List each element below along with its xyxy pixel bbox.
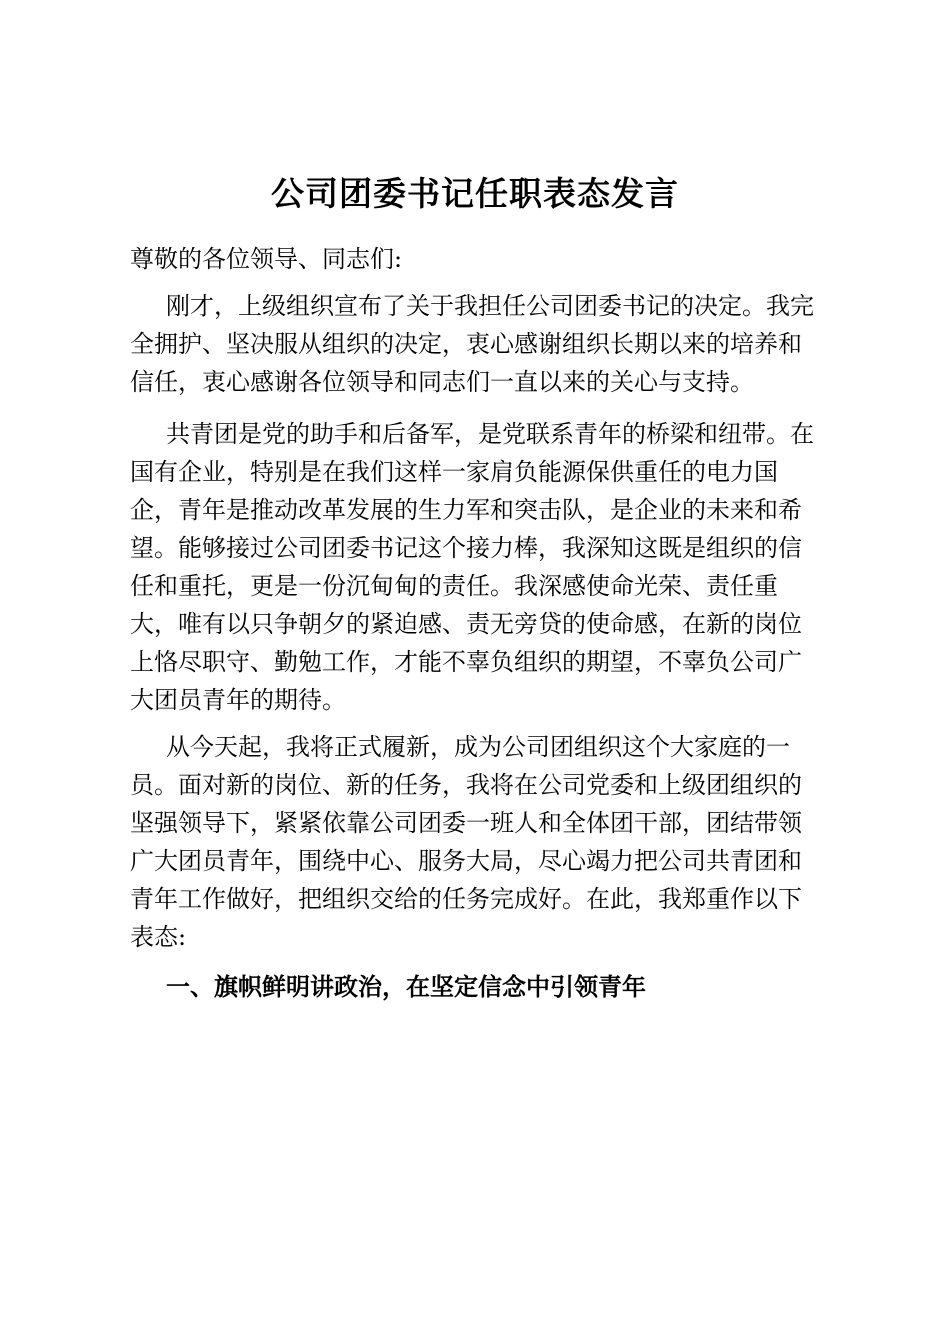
document-body xyxy=(130,240,820,1006)
section-heading-1: 一、旗帜鲜明讲政治，在坚定信念中引领青年 xyxy=(166,972,646,1001)
paragraph-1: 刚才，上级组织宣布了关于我担任公司团委书记的决定。我完全拥护、坚决服从组织的决定，衷心感谢组织长期以来的培养和信任，衷心感谢各位领导和同志们一直以来的关心与支持。 xyxy=(130,292,814,396)
paragraph-2: 共青团是党的助手和后备军，是党联系青年的桥梁和纽带。在国有企业，特别是在我们这样一家肩负能源保供重任的电力国企，青年是推动改革发展的生力军和突击队，是企业的未来和希望。能够接过公司团委书记这个接力棒，我深知这既是组织的信任和重托，更是一份沉甸甸的责任。我深感使命光荣、责任重大，唯有以只争朝夕的紧迫感、责无旁贷的使命感，在新的岗位上恪尽职守、勤勉工作，才能不辜负组织的期望，不辜负公司广大团员青年的期待。 xyxy=(130,420,814,714)
salutation: 尊敬的各位领导、同志们: xyxy=(130,245,403,273)
paragraph-3: 从今天起，我将正式履新，成为公司团组织这个大家庭的一员。面对新的岗位、新的任务，我将在公司党委和上级团组织的坚强领导下，紧紧依靠公司团委一班人和全体团干部，团结带领广大团员青年，围绕中心、服务大局，尽心竭力把公司共青团和青年工作做好，把组织交给的任务完成好。在此，我郑重作以下表态: xyxy=(130,733,802,951)
page-title: 公司团委书记任职表态发言 xyxy=(271,174,679,213)
